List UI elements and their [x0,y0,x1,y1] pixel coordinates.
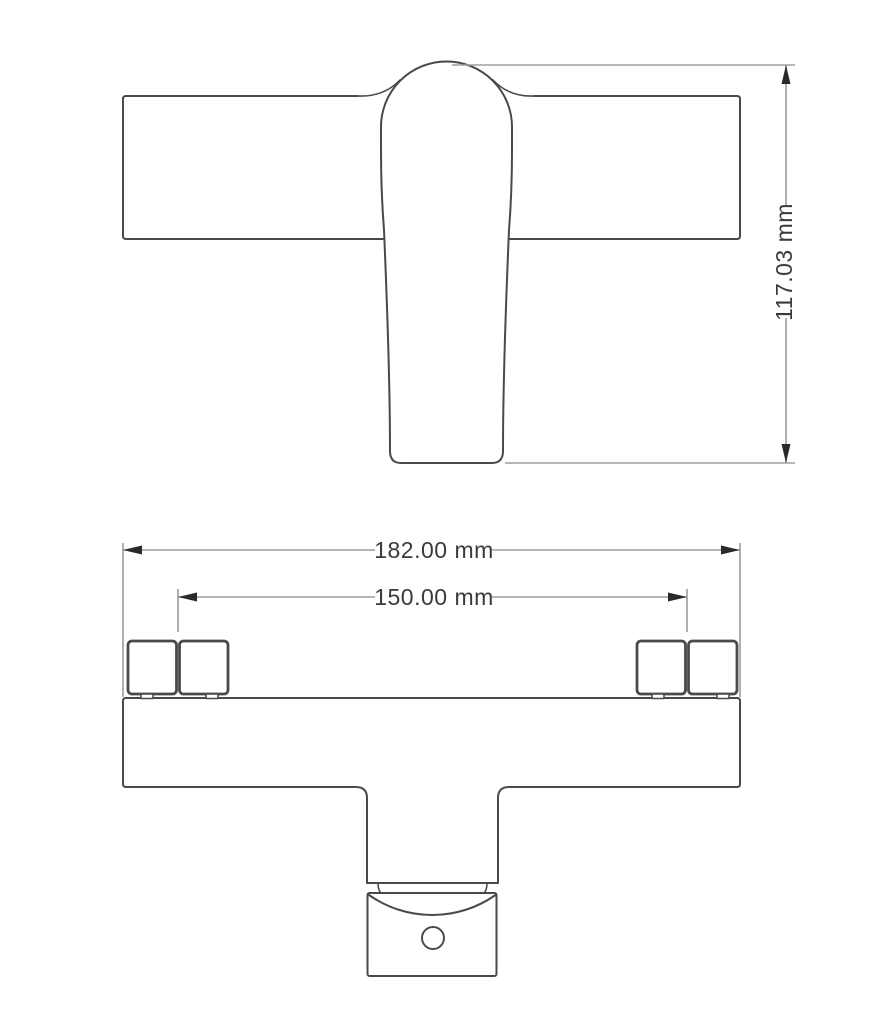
left-connector-foot-a [141,694,153,699]
neck-left-edge [378,883,381,893]
plan-view [123,537,740,976]
right-connection-block [637,641,737,699]
arrowhead-left-icon [178,593,197,602]
arrowhead-left-icon [123,546,142,555]
arrowhead-up-icon [782,65,791,84]
faucet-body-plan-outline [123,698,740,883]
left-connector-foot-b [206,694,218,699]
dimension-label-height: 117.03 mm [771,203,797,321]
lever-handle-outline [381,62,512,464]
right-connector-foot-b [717,694,729,699]
dimension-label-overall-width: 182.00 mm [374,537,494,563]
left-connection-block [128,641,228,699]
left-connector-square-inner [180,641,229,694]
arrowhead-right-icon [668,593,687,602]
left-connector-square-outer [128,641,177,694]
arrowhead-down-icon [782,444,791,463]
arrowhead-right-icon [721,546,740,555]
dimension-connection-centres [178,584,687,632]
neck-right-edge [484,883,487,893]
right-connector-square-outer [689,641,738,694]
right-connector-square-inner [637,641,686,694]
front-elevation-view [123,62,797,464]
right-connector-foot-a [652,694,664,699]
dimension-label-connection-centres: 150.00 mm [374,584,494,610]
